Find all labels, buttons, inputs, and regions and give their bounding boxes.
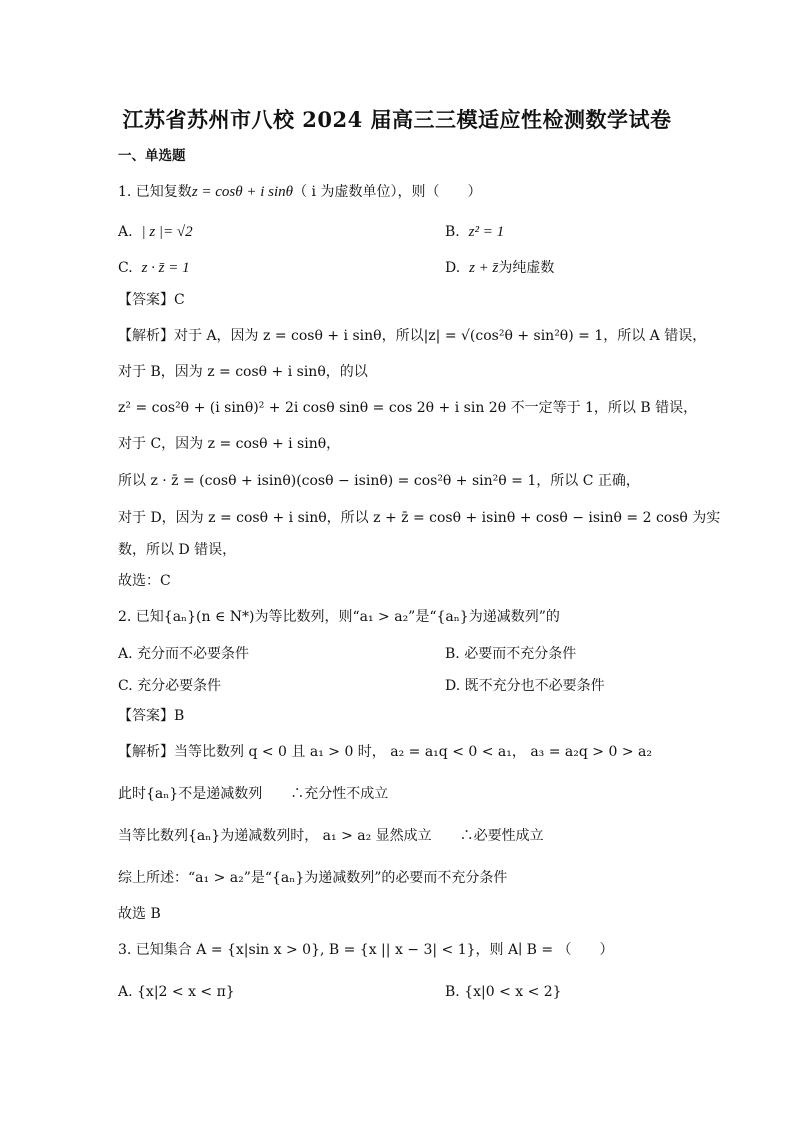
q1-stem bbox=[118, 182, 481, 202]
q1-option-a bbox=[118, 222, 193, 242]
q1-option-a-label: A. bbox=[118, 224, 133, 240]
q1-option-c-math: z · z̄ = 1 bbox=[141, 260, 190, 276]
q1-stem-tail: （ i 为虚数单位），则（ ） bbox=[293, 184, 482, 200]
q1-option-c bbox=[118, 258, 190, 278]
q2-analysis-line: 故选 B bbox=[118, 906, 161, 922]
q1-analysis-line: 对于 D，因为 z = cosθ + i sinθ，所以 z + z̄ = cosθ + isinθ + cosθ − isinθ = 2 cosθ 为实 bbox=[118, 510, 721, 526]
q1-option-a-math: | z |= √2 bbox=[141, 224, 193, 240]
q1-analysis-line: 数，所以 D 错误， bbox=[118, 542, 237, 558]
q2-analysis-line: 当等比数列{aₙ}为递减数列时， a₁ > a₂ 显然成立 ∴必要性成立 bbox=[118, 828, 544, 844]
q2-analysis-line: 此时{aₙ}不是递减数列 ∴充分性不成立 bbox=[118, 786, 389, 802]
q1-stem-math: z = cosθ + i sinθ bbox=[191, 184, 294, 200]
q2-analysis-line: 【解析】当等比数列 q < 0 且 a₁ > 0 时， a₂ = a₁q < 0 < a₁， a₃ = a₂q > 0 > a₂ bbox=[118, 744, 652, 760]
q1-option-b bbox=[445, 222, 504, 242]
q1-option-b-label: B. bbox=[445, 224, 460, 240]
q1-analysis-line: 对于 B，因为 z = cosθ + i sinθ，的以 bbox=[118, 364, 368, 380]
q2-stem: 2. 已知{aₙ}(n ∈ N*)为等比数列，则“a₁ > a₂”是“{aₙ}为递减数列”的 bbox=[118, 609, 560, 625]
q1-stem-text: 1. 已知复数 bbox=[118, 184, 192, 200]
q2-option-c: C. 充分必要条件 bbox=[118, 678, 222, 694]
q2-option-d: D. 既不充分也不必要条件 bbox=[445, 678, 605, 694]
q3-option-a: A. {x|2 < x < π} bbox=[118, 984, 235, 1000]
q3-option-b: B. {x|0 < x < 2} bbox=[445, 984, 562, 1000]
q2-option-a: A. 充分而不必要条件 bbox=[118, 646, 250, 662]
section-heading: 一、单选题 bbox=[118, 148, 186, 164]
q2-analysis-line: 综上所述：“a₁ > a₂”是“{aₙ}为递减数列”的必要而不充分条件 bbox=[118, 870, 508, 886]
q2-option-b: B. 必要而不充分条件 bbox=[445, 646, 577, 662]
q3-stem: 3. 已知集合 A = {x|sin x > 0}, B = {x || x − 3| < 1}，则 A∣ B = （ ） bbox=[118, 942, 614, 958]
q1-option-b-math: z² = 1 bbox=[468, 224, 505, 240]
page-title: 江苏省苏州市八校 2024 届高三三模适应性检测数学试卷 bbox=[122, 107, 672, 132]
q1-option-d-math: z + z̄ bbox=[469, 260, 499, 276]
q2-answer: 【答案】B bbox=[118, 708, 185, 724]
q1-analysis-line: 所以 z · z̄ = (cosθ + isinθ)(cosθ − isinθ) = cos²θ + sin²θ = 1，所以 C 正确， bbox=[118, 473, 640, 489]
q1-answer: 【答案】C bbox=[118, 292, 185, 308]
q1-option-d-label: D. bbox=[445, 260, 461, 276]
q1-analysis-line: 对于 C，因为 z = cosθ + i sinθ， bbox=[118, 436, 341, 452]
q1-option-d bbox=[445, 258, 554, 278]
q1-analysis-line: 【解析】对于 A，因为 z = cosθ + i sinθ，所以|z| = √(cos²θ + sin²θ) = 1，所以 A 错误， bbox=[118, 328, 707, 344]
q1-analysis-line: 故选：C bbox=[118, 573, 171, 589]
q1-option-c-label: C. bbox=[118, 260, 133, 276]
q1-option-d-tail: 为纯虚数 bbox=[498, 260, 555, 276]
q1-analysis-line: z² = cos²θ + (i sinθ)² + 2i cosθ sinθ = cos 2θ + i sin 2θ 不一定等于 1，所以 B 错误， bbox=[118, 400, 698, 416]
